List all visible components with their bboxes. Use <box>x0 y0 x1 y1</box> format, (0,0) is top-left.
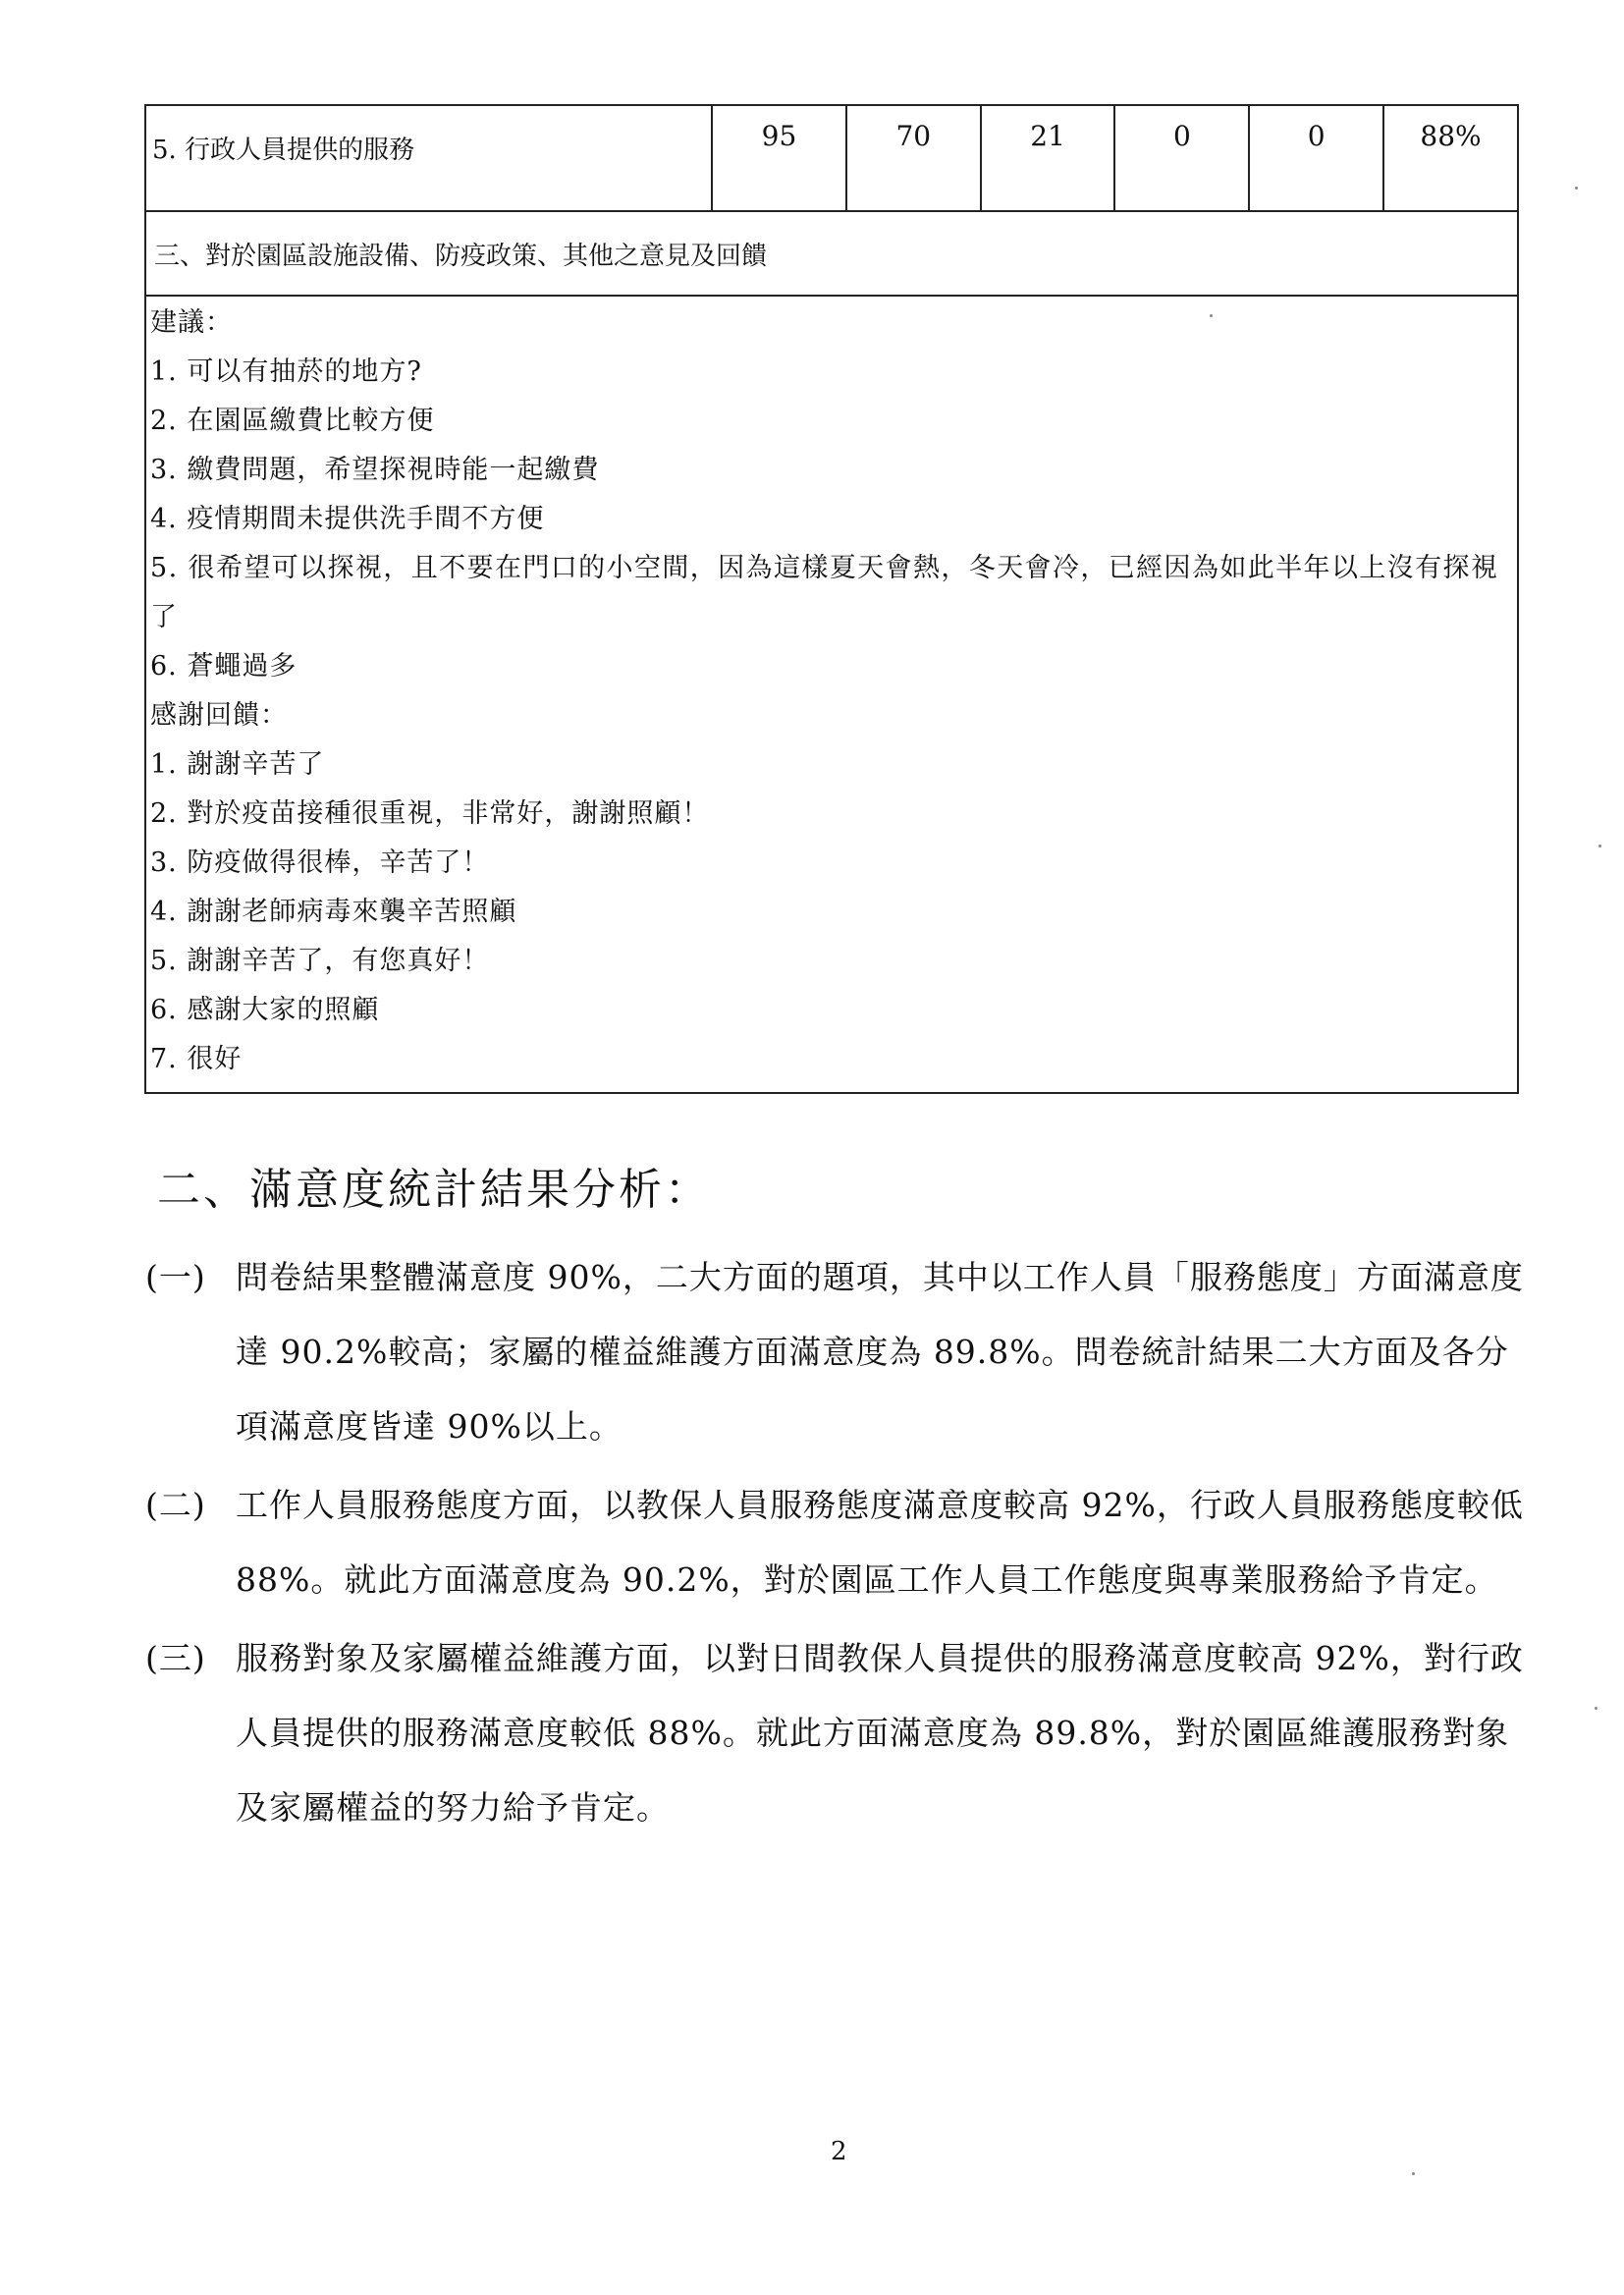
table-cell: 70 <box>846 105 981 211</box>
feedback-line: 6. 感謝大家的照顧 <box>150 995 380 1025</box>
paragraph-text: 問卷結果整體滿意度 90%，二大方面的題項，其中以工作人員「服務態度」方面滿意度達 90.2%較高；家屬的權益維護方面滿意度為 89.8%。問卷統計結果二大方面及各分項滿意度皆達 90%以上。 <box>236 1258 1524 1446</box>
table-cell: 0 <box>1249 105 1383 211</box>
scan-speck <box>1595 1707 1597 1710</box>
satisfaction-percent-cell: 88% <box>1383 105 1518 211</box>
table-row <box>145 105 1518 211</box>
feedback-line: 3. 繳費問題，希望探視時能一起繳費 <box>150 455 600 485</box>
table-cell: 0 <box>1114 105 1249 211</box>
feedback-line: 1. 可以有抽菸的地方? <box>150 356 422 387</box>
analysis-paragraph <box>145 1468 1532 1617</box>
paragraph-label: (一) <box>145 1258 206 1296</box>
row-item-label: 5. 行政人員提供的服務 <box>145 105 712 211</box>
feedback-line: 5. 謝謝辛苦了，有您真好！ <box>150 946 490 976</box>
feedback-line: 7. 很好 <box>150 1044 243 1074</box>
paragraph-label: (二) <box>145 1486 206 1524</box>
feedback-cell <box>145 296 1518 1093</box>
table-row <box>145 296 1518 1093</box>
feedback-line: 4. 謝謝老師病毒來襲辛苦照顧 <box>150 897 517 927</box>
scan-speck <box>1412 2172 1415 2175</box>
paragraph-label: (三) <box>145 1639 206 1677</box>
table-cell: 21 <box>981 105 1115 211</box>
paragraph-text: 工作人員服務態度方面，以教保人員服務態度滿意度較高 92%，行政人員服務態度較低 88%。就此方面滿意度為 90.2%，對於園區工作人員工作態度與專業服務給予肯定。 <box>236 1486 1524 1599</box>
scan-speck <box>1575 187 1578 190</box>
feedback-heading: 感謝回饋： <box>150 700 288 731</box>
feedback-line: 1. 謝謝辛苦了 <box>150 749 325 780</box>
section-heading: 三、對於園區設施設備、防疫政策、其他之意見及回饋 <box>145 211 1518 296</box>
table-row <box>145 211 1518 296</box>
feedback-line: 6. 蒼蠅過多 <box>150 651 298 682</box>
analysis-paragraph <box>145 1621 1532 1845</box>
feedback-line: 3. 防疫做得很棒，辛苦了！ <box>150 847 490 878</box>
analysis-section <box>145 1154 1532 1849</box>
analysis-paragraph <box>145 1240 1532 1464</box>
scan-speck <box>1210 314 1213 317</box>
feedback-line: 2. 對於疫苗接種很重視，非常好，謝謝照顧！ <box>150 798 710 829</box>
survey-table <box>144 104 1519 1094</box>
feedback-line: 4. 疫情期間未提供洗手間不方便 <box>150 504 545 534</box>
page-number: 2 <box>831 2137 847 2166</box>
scan-speck <box>1598 845 1601 847</box>
feedback-heading: 建議： <box>150 307 233 338</box>
feedback-line: 2. 在園區繳費比較方便 <box>150 406 435 436</box>
section-title: 二、滿意度統計結果分析： <box>157 1165 711 1215</box>
table-cell: 95 <box>712 105 846 211</box>
paragraph-text: 服務對象及家屬權益維護方面，以對日間教保人員提供的服務滿意度較高 92%，對行政人員提供的服務滿意度較低 88%。就此方面滿意度為 89.8%，對於園區維護服務對象及家屬權益的努力給予肯定。 <box>236 1639 1524 1827</box>
feedback-line: 5. 很希望可以探視，且不要在門口的小空間，因為這樣夏天會熱，冬天會冷，已經因為如此半年以上沒有探視了 <box>150 553 1499 632</box>
